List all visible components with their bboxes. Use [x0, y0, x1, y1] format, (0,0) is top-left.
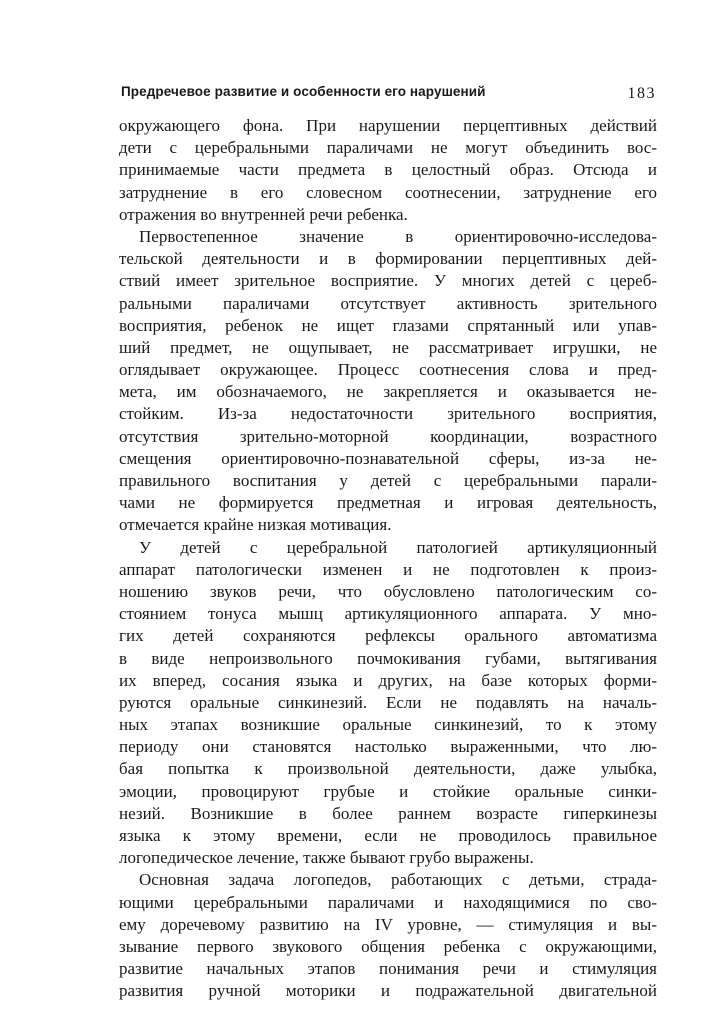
text-line: чами не формируется предметная и игровая деятельность,: [119, 493, 657, 513]
text-line: ему доречевому развитию на IV уровне, — стимуляция и вы-: [119, 914, 657, 934]
text-line: отмечается крайне низкая мотивация.: [119, 515, 392, 535]
running-title: Предречевое развитие и особенности его нарушений: [121, 84, 486, 99]
text-line: отсутствия зрительно-моторной координации, возрастного: [119, 426, 657, 446]
text-line: стоянием тонуса мышц артикуляционного аппарата. У мно-: [119, 604, 657, 624]
text-line: ший предмет, не ощупывает, не рассматривает игрушки, не: [119, 337, 657, 357]
text-line: смещения ориентировочно-познавательной сферы, из-за не-: [119, 448, 657, 468]
text-line: незий. Возникшие в более раннем возрасте гиперкинезы: [119, 803, 657, 823]
running-header: [121, 84, 656, 108]
text-line: восприятия, ребенок не ищет глазами спрятанный или упав-: [119, 315, 657, 335]
text-line: логопедическое лечение, также бывают грубо выражены.: [119, 848, 534, 868]
text-line: У детей с церебральной патологией артикуляционный: [139, 537, 657, 557]
text-line: развития ручной моторики и подражательной двигательной: [119, 981, 657, 1001]
text-line: Основная задача логопедов, работающих с детьми, страда-: [139, 870, 657, 890]
text-line: гих детей сохраняются рефлексы орального автоматизма: [119, 626, 657, 646]
text-line: развитие начальных этапов понимания речи и стимуляция: [119, 959, 657, 979]
text-line: зывание первого звукового общения ребенка с окружающими,: [119, 936, 657, 956]
text-line: языка к этому времени, если не проводилось правильное: [119, 826, 657, 845]
text-line: ношению звуков речи, что обусловлено патологическим со-: [119, 581, 657, 601]
text-line: дети с церебральными параличами не могут объединить вос-: [119, 138, 657, 158]
text-line: стойким. Из-за недостаточности зрительного восприятия,: [119, 404, 657, 424]
text-line: затруднение в его словесном соотнесении, затруднение его: [119, 182, 657, 202]
text-line: Первостепенное значение в ориентировочно-исследова-: [139, 226, 657, 246]
body-text: [119, 115, 657, 1003]
text-line: ствий имеет зрительное восприятие. У многих детей с цереб-: [119, 271, 657, 291]
text-line: правильного воспитания у детей с церебральными парали-: [119, 471, 657, 490]
text-line: мета, им обозначаемого, не закрепляется и оказывается не-: [119, 382, 657, 402]
text-line: аппарат патологически изменен и не подготовлен к произ-: [119, 559, 657, 579]
text-line: оглядывает окружающее. Процесс соотнесения слова и пред-: [119, 360, 657, 380]
text-line: отражения во внутренней речи ребенка.: [119, 204, 408, 224]
text-line: руются оральные синкинезий. Если не подавлять на началь-: [119, 692, 657, 712]
text-line: периоду они становятся настолько выраженными, что лю-: [119, 737, 657, 757]
text-line: в виде непроизвольного почмокивания губами, вытягивания: [119, 648, 657, 668]
text-line: ющими церебральными параличами и находящимися по сво-: [119, 892, 657, 912]
text-line: принимаемые части предмета в целостный образ. Отсюда и: [119, 160, 657, 180]
text-line: ральными параличами отсутствует активность зрительного: [119, 293, 657, 313]
text-line: эмоции, провоцируют грубые и стойкие оральные синки-: [119, 781, 657, 801]
page-number: 183: [627, 85, 656, 102]
text-line: их вперед, сосания языка и других, на базе которых форми-: [119, 670, 657, 690]
text-line: бая попытка к произвольной деятельности, даже улыбка,: [119, 759, 657, 779]
text-line: окружающего фона. При нарушении перцептивных действий: [119, 116, 657, 135]
text-line: тельской деятельности и в формировании перцептивных дей-: [119, 249, 657, 269]
text-line: ных этапах возникшие оральные синкинезий, то к этому: [119, 715, 657, 735]
